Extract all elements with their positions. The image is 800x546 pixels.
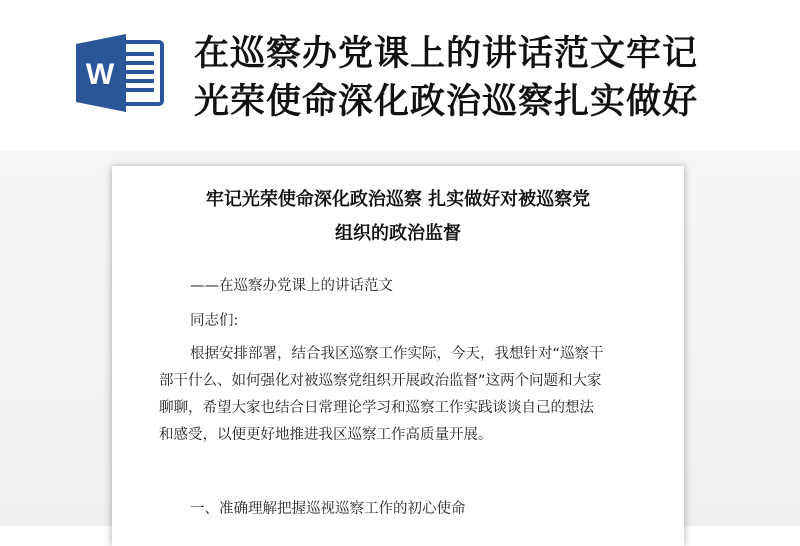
header-banner bbox=[0, 0, 800, 150]
section-heading: 一、准确理解把握巡视巡察工作的初心使命 bbox=[190, 501, 466, 517]
document-page bbox=[112, 166, 684, 546]
body-line-1: 根据安排部署，结合我区巡察工作实际，今天，我想针对“巡察干 bbox=[190, 346, 604, 362]
document-title bbox=[142, 183, 654, 251]
header-title-line-2: 光荣使命深化政治巡察扎实做好 bbox=[194, 82, 699, 122]
body-line-3: 聊聊，希望大家也结合日常理论学习和巡察工作实践谈谈自己的想法 bbox=[159, 400, 594, 416]
greeting: 同志们: bbox=[190, 313, 239, 329]
document-title-line-2: 组织的政治监督 bbox=[335, 223, 461, 244]
body-paragraph bbox=[159, 341, 659, 449]
body-line-4: 和感受，以便更好地推进我区巡察工作高质量开展。 bbox=[159, 427, 493, 443]
document-subtitle: ——在巡察办党课上的讲话范文 bbox=[190, 278, 393, 294]
header-title-line-1: 在巡察办党课上的讲话范文牢记 bbox=[194, 34, 699, 74]
header-title bbox=[194, 30, 784, 126]
body-line-2: 部干什么、如何强化对被巡察党组织开展政治监督”这两个问题和大家 bbox=[159, 373, 602, 389]
word-icon-letter: W bbox=[85, 58, 115, 91]
document-title-line-1: 牢记光荣使命深化政治巡察 扎实做好对被巡察党 bbox=[205, 189, 591, 210]
word-icon bbox=[76, 34, 164, 112]
